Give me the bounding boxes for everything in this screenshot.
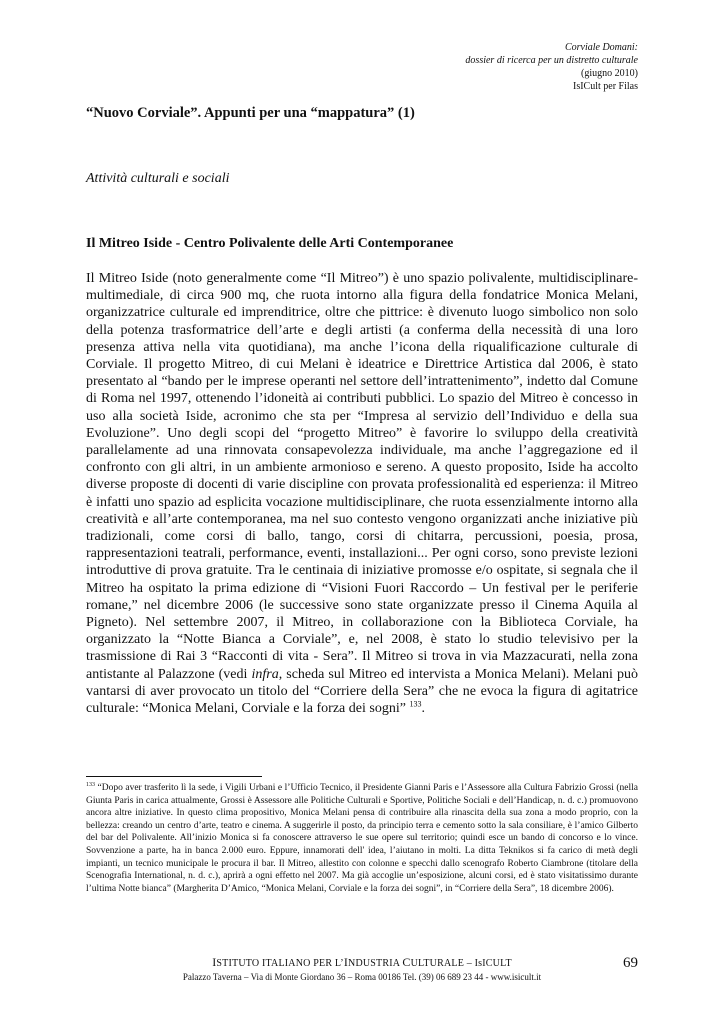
footer-institution (86, 955, 638, 970)
footnote (86, 782, 638, 895)
footer-inst-initial-1: I (212, 955, 217, 969)
footnote-reference: 133 (409, 699, 422, 709)
body-text-part-1: Il Mitreo Iside (noto generalmente come “Il Mitreo”) è uno spazio polivalente, multidisciplinare-multimediale, di circa 900 mq, che ruota intorno alla figura della fondatrice Monica Melani, organizzatrice culturale ed imprenditrice, oltre che pittrice: è divenuto luogo simbolico non solo della potenza trasformatrice dell’arte e degli artisti (a conferma della necessità di una loro presenza attiva nella vita quotidiana), ma anche l’icona della riqualificazione culturale di Corviale. Il progetto Mitreo, di cui Melani è ideatrice e Direttrice Artistica dal 2006, è stato presentato al “bando per le imprese operanti nel settore dell’intrattenimento”, indetto dal Comune di Roma nel 1997, ottenendo l’idoneità ai contributi pubblici. Lo spazio del Mitreo è concesso in uso alla società Iside, acronimo che sta per “Impresa al servizio dell’Individuo e della sua Evoluzione”. Uno degli scopi del “progetto Mitreo” è favorire lo sviluppo della creatività parallelamente ad una rinnovata consapevolezza individuale, ma anche l’aggregazione ed il confronto con gli altri, in un ambiente armonioso e sereno. A questo proposito, Iside ha accolto diverse proposte di docenti di varie discipline con provata professionalità ed esperienza: il Mitreo è infatti uno spazio ad esplicita vocazione multidisciplinare, che ruota essenzialmente intorno alla creatività e all’arte contemporanea, ma nel suo contesto vengono organizzati anche iniziative più tradizionali, come corsi di ballo, tango, corsi di chitarra, percussioni, poesia, prosa, rappresentazioni teatrali, performance, eventi, installazioni... Per ogni corso, sono previste lezioni introduttive di prova gratuite. Tra le centinaia di iniziative promosse e/o ospitate, si segnala che il Mitreo ha ospitato la prima edizione di “Visioni Fuori Raccordo – Un festival per le periferie romane,” nel dicembre 2006 (le successive sono state organizzate presso il Cinema Aquila al Pigneto). Nel settembre 2007, il Mitreo, in collaborazione con la Biblioteca Corviale, ha organizzato la “Notte Bianca a Corviale”, e, nel 2008, è stato lo studio televisivo per la trasmissione di Rai 3 “Racconti di vita - Sera”. Il Mitreo si trova in via Mazzacurati, nella zona antistante al Palazzone (vedi (86, 271, 638, 682)
page-footer (86, 955, 638, 982)
header-line-1: Corviale Domani: (564, 42, 638, 53)
page-number: 69 (623, 955, 638, 971)
page-header (465, 41, 638, 93)
body-paragraph (86, 270, 638, 717)
footer-inst-text-4: IsICULT (474, 958, 512, 969)
body-text-infra: infra (251, 666, 279, 682)
footer-inst-initial-2: I (343, 955, 349, 969)
footnote-number: 133 (86, 781, 95, 788)
subsection-heading: Il Mitreo Iside - Centro Polivalente delle Arti Contemporanee (86, 236, 454, 251)
footer-inst-initial-3: C (402, 955, 411, 969)
footnote-separator (86, 776, 262, 777)
footnote-text: “Dopo aver trasferito lì la sede, i Vigili Urbani e l’Ufficio Tecnico, il Presidente Gianni Paris e l’Assessore alla Cultura Fabrizio Grossi (nella Giunta Paris in carica attualmente, Grossi è Assessore alle Politiche Culturali e Sportive, Politiche Sociali e dell’Handicap, n. d. c.) promuovono ancora altre iniziative. In questo clima propositivo, Monica Melani pensa di contribuire alla rinascita della sua zona a modo proprio, con la bellezza: creando un centro d’arte, teatro e cinema. A suggerirle il posto, da principio terra e cemento sotto la sala consiliare, è l’amico Gilberto del bar del Polivalente. All’inizio Monica si fa conoscere attraverso le sue opere sul territorio; quindi esce un bando di concorso e lo vince. Sovvenzione a parte, ha in banca 2.000 euro. Eppure, innamorati dell' idea, l’aiutano in molti. La ditta Teknikos si fa carico di metà degli impianti, un tecnico municipale le procura il bar. Il Mitreo, allestito con colonne e specchi dallo scenografo Roberto Ciambrone (titolare della Scenografia International, n. d. c.), aprirà a ogni effetto nel 2007. Ma già accoglie un’esposizione, alcuni corsi, ed è stato visitatissimo durante l’ultima Notte bianca” (Margherita D’Amico, “Monica Melani, Corviale e la forza dei sogni”, in “Corriere della Sera”, 18 dicembre 2006). (86, 783, 638, 894)
body-text-end: . (421, 701, 425, 717)
header-line-4: IsICult per Filas (573, 81, 638, 92)
document-title: “Nuovo Corviale”. Appunti per una “mappatura” (1) (86, 105, 415, 121)
header-line-3: (giugno 2010) (581, 68, 638, 79)
footer-address: Palazzo Taverna – Via di Monte Giordano 36 – Roma 00186 Tel. (39) 06 689 23 44 - www.isicult.it (182, 972, 542, 982)
section-heading: Attività culturali e sociali (86, 171, 230, 186)
footer-inst-text-2: NDUSTRIA (348, 958, 403, 969)
footer-inst-text-1: STITUTO ITALIANO PER L’ (216, 958, 344, 969)
header-line-2: dossier di ricerca per un distretto culturale (465, 55, 638, 66)
footer-inst-text-3: ULTURALE – (410, 958, 475, 969)
body-text-part-2: , scheda sul Mitreo ed intervista a Monica Melani). Melani può vantarsi di aver provocato un titolo del “Corriere della Sera” che ne evoca la figura di agitatrice culturale: “Monica Melani, Corviale e la forza dei sogni” (86, 666, 638, 717)
